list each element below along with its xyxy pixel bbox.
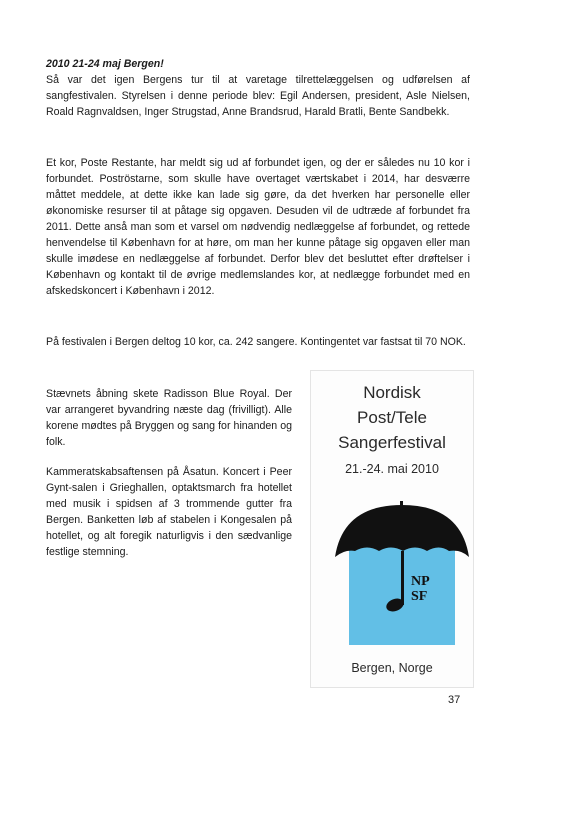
- page-number: 37: [448, 694, 461, 706]
- paragraph-federation: Et kor, Poste Restante, har meldt sig ud af forbundet igen, og der er således nu 10 kor i forbundet. Poströstarne, som skulle have overtaget værtskabet i 2014, har desværre måttet meddele, at dette ikke kan lade sig gøre, da det hverken har personelle eller økonomiske resurser til at påtage sig opgaven. Desuden vil de udtræde af forbundet fra 2011. Dette anså man som et varsel om nødvendig nedlæggelse af forbundet, og rettede henvendelse til København for at høre, om man her kunne påtage sig opgaven eller man skulle imødese en nedlæggelse af forbundet. Derfor blev det besluttet efter drøftelser i København og kontakt til de øvrige medlemslandes kor, at nedlægge forbundet med en afskedskoncert i København i 2012.: [46, 157, 470, 297]
- paragraph-opening: Stævnets åbning skete Radisson Blue Royal. Der var arrangeret byvandring næste dag (frivilligt). Alle korene mødtes på Bryggen og sang for hinanden og folk.: [46, 388, 292, 448]
- poster-place: Bergen, Norge: [351, 661, 433, 675]
- logo-sf: SF: [411, 589, 428, 604]
- poster-title-line-1: Nordisk: [363, 383, 421, 402]
- section-heading: 2010 21-24 maj Bergen!: [46, 58, 164, 70]
- paragraph-banquet: Kammeratskabsaftensen på Åsatun. Koncert i Peer Gynt-salen i Grieghallen, optaktsmarch fra hotellet med musik i spidsen af 3 trommende gutter fra Bergen. Banketten løb af stabelen i Kongesalen på hotellet, og alt foregik naturligvis i den sædvanlige festlige stemning.: [46, 466, 292, 558]
- poster-dates: 21.-24. mai 2010: [345, 462, 439, 476]
- poster-title-line-3: Sangerfestival: [338, 433, 446, 452]
- poster-title-line-2: Post/Tele: [357, 408, 427, 427]
- logo-np: NP: [411, 574, 430, 589]
- paragraph-board: Så var det igen Bergens tur til at varetage tilrettelæggelsen og udførelsen af sangfestivalen. Styrelsen i denne periode blev: Egil Andersen, president, Asle Nielsen, Roald Ragnvaldsen, Inger Strugstad, Anne Brandsrud, Harald Bratli, Bente Sandbekk.: [46, 74, 470, 118]
- umbrella-note-icon: [311, 499, 473, 619]
- festival-poster: [310, 370, 474, 688]
- paragraph-participants: På festivalen i Bergen deltog 10 kor, ca. 242 sangere. Kontingentet var fastsat til 70 NOK.: [46, 336, 466, 348]
